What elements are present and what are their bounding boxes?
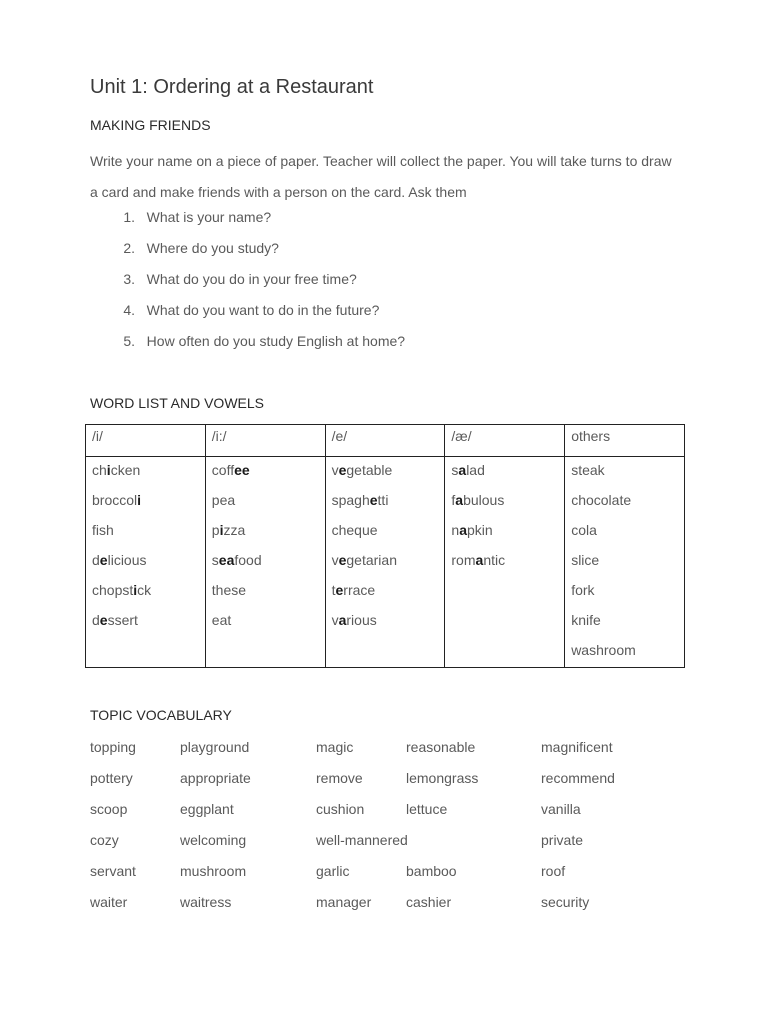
vocabulary-word: well-mannered (316, 832, 408, 848)
table-cell (86, 547, 206, 577)
table-cell (86, 457, 206, 488)
vocabulary-word: scoop (90, 801, 128, 817)
word-part: rrace (343, 582, 376, 598)
vocabulary-word: topping (90, 739, 136, 755)
table-cell (565, 577, 685, 607)
word-part: ssert (107, 612, 138, 628)
word-part: getable (346, 462, 393, 478)
table-cell (325, 577, 445, 607)
word-part: pkin (466, 522, 493, 538)
vocabulary-word: cozy (90, 832, 119, 848)
list-item: 5. How often do you study English at home? (123, 333, 406, 349)
table-cell (445, 457, 565, 488)
vocabulary-word: manager (316, 894, 372, 910)
word-part: spagh (331, 492, 370, 508)
highlighted-vowel: e (338, 552, 347, 568)
word-part: chopst (92, 582, 134, 598)
word-part: fork (571, 582, 595, 598)
word-part: f (451, 492, 456, 508)
table-cell (205, 517, 325, 547)
table-row (86, 487, 685, 517)
highlighted-vowel: a (455, 492, 464, 508)
table-cell (205, 577, 325, 607)
table-cell (205, 637, 325, 668)
table-cell (325, 457, 445, 488)
vocabulary-word: recommend (541, 770, 615, 786)
word-part: cola (571, 522, 597, 538)
word-part: v (331, 552, 339, 568)
highlighted-vowel: ee (234, 462, 250, 478)
highlighted-vowel: e (99, 612, 108, 628)
word-part: licious (107, 552, 147, 568)
column-header: /i/ (86, 425, 206, 457)
word-part: d (92, 552, 100, 568)
word-part: v (331, 612, 339, 628)
word-part: cken (110, 462, 141, 478)
table-cell (325, 607, 445, 637)
highlighted-vowel: ea (218, 552, 235, 568)
vowel-table (85, 424, 685, 668)
word-part: steak (571, 462, 605, 478)
word-part: s (451, 462, 459, 478)
word-part: food (234, 552, 262, 568)
table-cell (325, 547, 445, 577)
topic-vocabulary-heading: TOPIC VOCABULARY (90, 707, 232, 723)
question-list (90, 207, 405, 362)
vocabulary-word: private (541, 832, 584, 848)
word-part: chocolate (571, 492, 632, 508)
table-row (86, 457, 685, 488)
vocabulary-word: eggplant (180, 801, 234, 817)
table-cell (445, 547, 565, 577)
table-header-row (86, 425, 685, 457)
table-cell (445, 637, 565, 668)
table-cell (86, 487, 206, 517)
column-header: /e/ (325, 425, 445, 457)
highlighted-vowel: i (106, 462, 111, 478)
highlighted-vowel: i (133, 582, 138, 598)
table-cell (86, 517, 206, 547)
word-part: v (331, 462, 339, 478)
word-part: bulous (463, 492, 505, 508)
table-cell (565, 517, 685, 547)
highlighted-vowel: a (475, 552, 484, 568)
word-part: rom (451, 552, 476, 568)
highlighted-vowel: a (458, 462, 467, 478)
word-part: eat (211, 612, 232, 628)
word-part: broccol (92, 492, 138, 508)
table-cell (445, 517, 565, 547)
word-part: s (211, 552, 219, 568)
list-item: 2. Where do you study? (123, 240, 279, 256)
word-part: these (211, 582, 247, 598)
table-cell (86, 577, 206, 607)
list-item: 4. What do you want to do in the future? (123, 302, 380, 318)
vocabulary-word: playground (180, 739, 250, 755)
table-cell (86, 607, 206, 637)
word-part: rious (346, 612, 377, 628)
table-cell (325, 637, 445, 668)
vocabulary-word: magnificent (541, 739, 613, 755)
list-item: 1. What is your name? (123, 209, 272, 225)
word-part: n (451, 522, 460, 538)
table-cell (565, 547, 685, 577)
vocabulary-word: lemongrass (406, 770, 479, 786)
table-cell (565, 457, 685, 488)
table-cell (445, 607, 565, 637)
vocabulary-word: vanilla (541, 801, 581, 817)
highlighted-vowel: a (459, 522, 467, 538)
word-part: cheque (331, 522, 378, 538)
table-cell (205, 607, 325, 637)
table-cell (205, 547, 325, 577)
vocabulary-word: roof (541, 863, 566, 879)
table-cell (445, 577, 565, 607)
word-part: t (331, 582, 336, 598)
table-row (86, 547, 685, 577)
vocabulary-word: waiter (90, 894, 128, 910)
highlighted-vowel: i (219, 522, 224, 538)
list-item: 3. What do you do in your free time? (123, 271, 357, 287)
table-cell (86, 637, 206, 668)
word-part: p (211, 522, 220, 538)
highlighted-vowel: i (137, 492, 142, 508)
word-part: zza (223, 522, 246, 538)
word-part: coff (211, 462, 235, 478)
word-part: lad (466, 462, 485, 478)
column-header: /i:/ (205, 425, 325, 457)
vocabulary-word: appropriate (180, 770, 251, 786)
word-part: ch (92, 462, 107, 478)
word-part: washroom (571, 642, 636, 658)
word-part: fish (92, 522, 114, 538)
column-header: others (565, 425, 685, 457)
vocabulary-word: remove (316, 770, 363, 786)
word-part: pea (211, 492, 236, 508)
highlighted-vowel: e (338, 462, 347, 478)
word-part: slice (571, 552, 600, 568)
table-cell (445, 487, 565, 517)
table-cell (325, 517, 445, 547)
vocabulary-word: garlic (316, 863, 350, 879)
highlighted-vowel: e (335, 582, 344, 598)
column-header: /æ/ (445, 425, 565, 457)
vocabulary-word: reasonable (406, 739, 476, 755)
vocabulary-word: lettuce (406, 801, 448, 817)
vocabulary-word: cashier (406, 894, 452, 910)
vocabulary-word: waitress (180, 894, 232, 910)
highlighted-vowel: e (99, 552, 108, 568)
table-row (86, 517, 685, 547)
vocabulary-word: cushion (316, 801, 365, 817)
word-part: tti (377, 492, 389, 508)
vocabulary-word: pottery (90, 770, 133, 786)
word-part: getarian (346, 552, 397, 568)
word-part: ck (137, 582, 152, 598)
making-friends-instructions: Write your name on a piece of paper. Teacher will collect the paper. You will take turns to draw a card and make friends with a person on the card. Ask them (90, 153, 672, 200)
vocabulary-word: servant (90, 863, 136, 879)
word-part: ntic (483, 552, 506, 568)
word-part: knife (571, 612, 601, 628)
vocabulary-word: welcoming (180, 832, 247, 848)
table-cell (205, 457, 325, 488)
vocabulary-word: bamboo (406, 863, 457, 879)
table-row (86, 637, 685, 668)
page-title: Unit 1: Ordering at a Restaurant (90, 76, 374, 98)
highlighted-vowel: e (369, 492, 378, 508)
table-cell (325, 487, 445, 517)
word-part: d (92, 612, 100, 628)
vocabulary-word: security (541, 894, 590, 910)
table-row (86, 577, 685, 607)
making-friends-heading: MAKING FRIENDS (90, 117, 211, 133)
table-cell (205, 487, 325, 517)
vocabulary-word: mushroom (180, 863, 247, 879)
table-cell (565, 487, 685, 517)
vocabulary-word: magic (316, 739, 354, 755)
highlighted-vowel: a (338, 612, 347, 628)
word-list-heading: WORD LIST AND VOWELS (90, 395, 264, 411)
table-cell (565, 607, 685, 637)
table-cell (565, 637, 685, 668)
table-row (86, 607, 685, 637)
